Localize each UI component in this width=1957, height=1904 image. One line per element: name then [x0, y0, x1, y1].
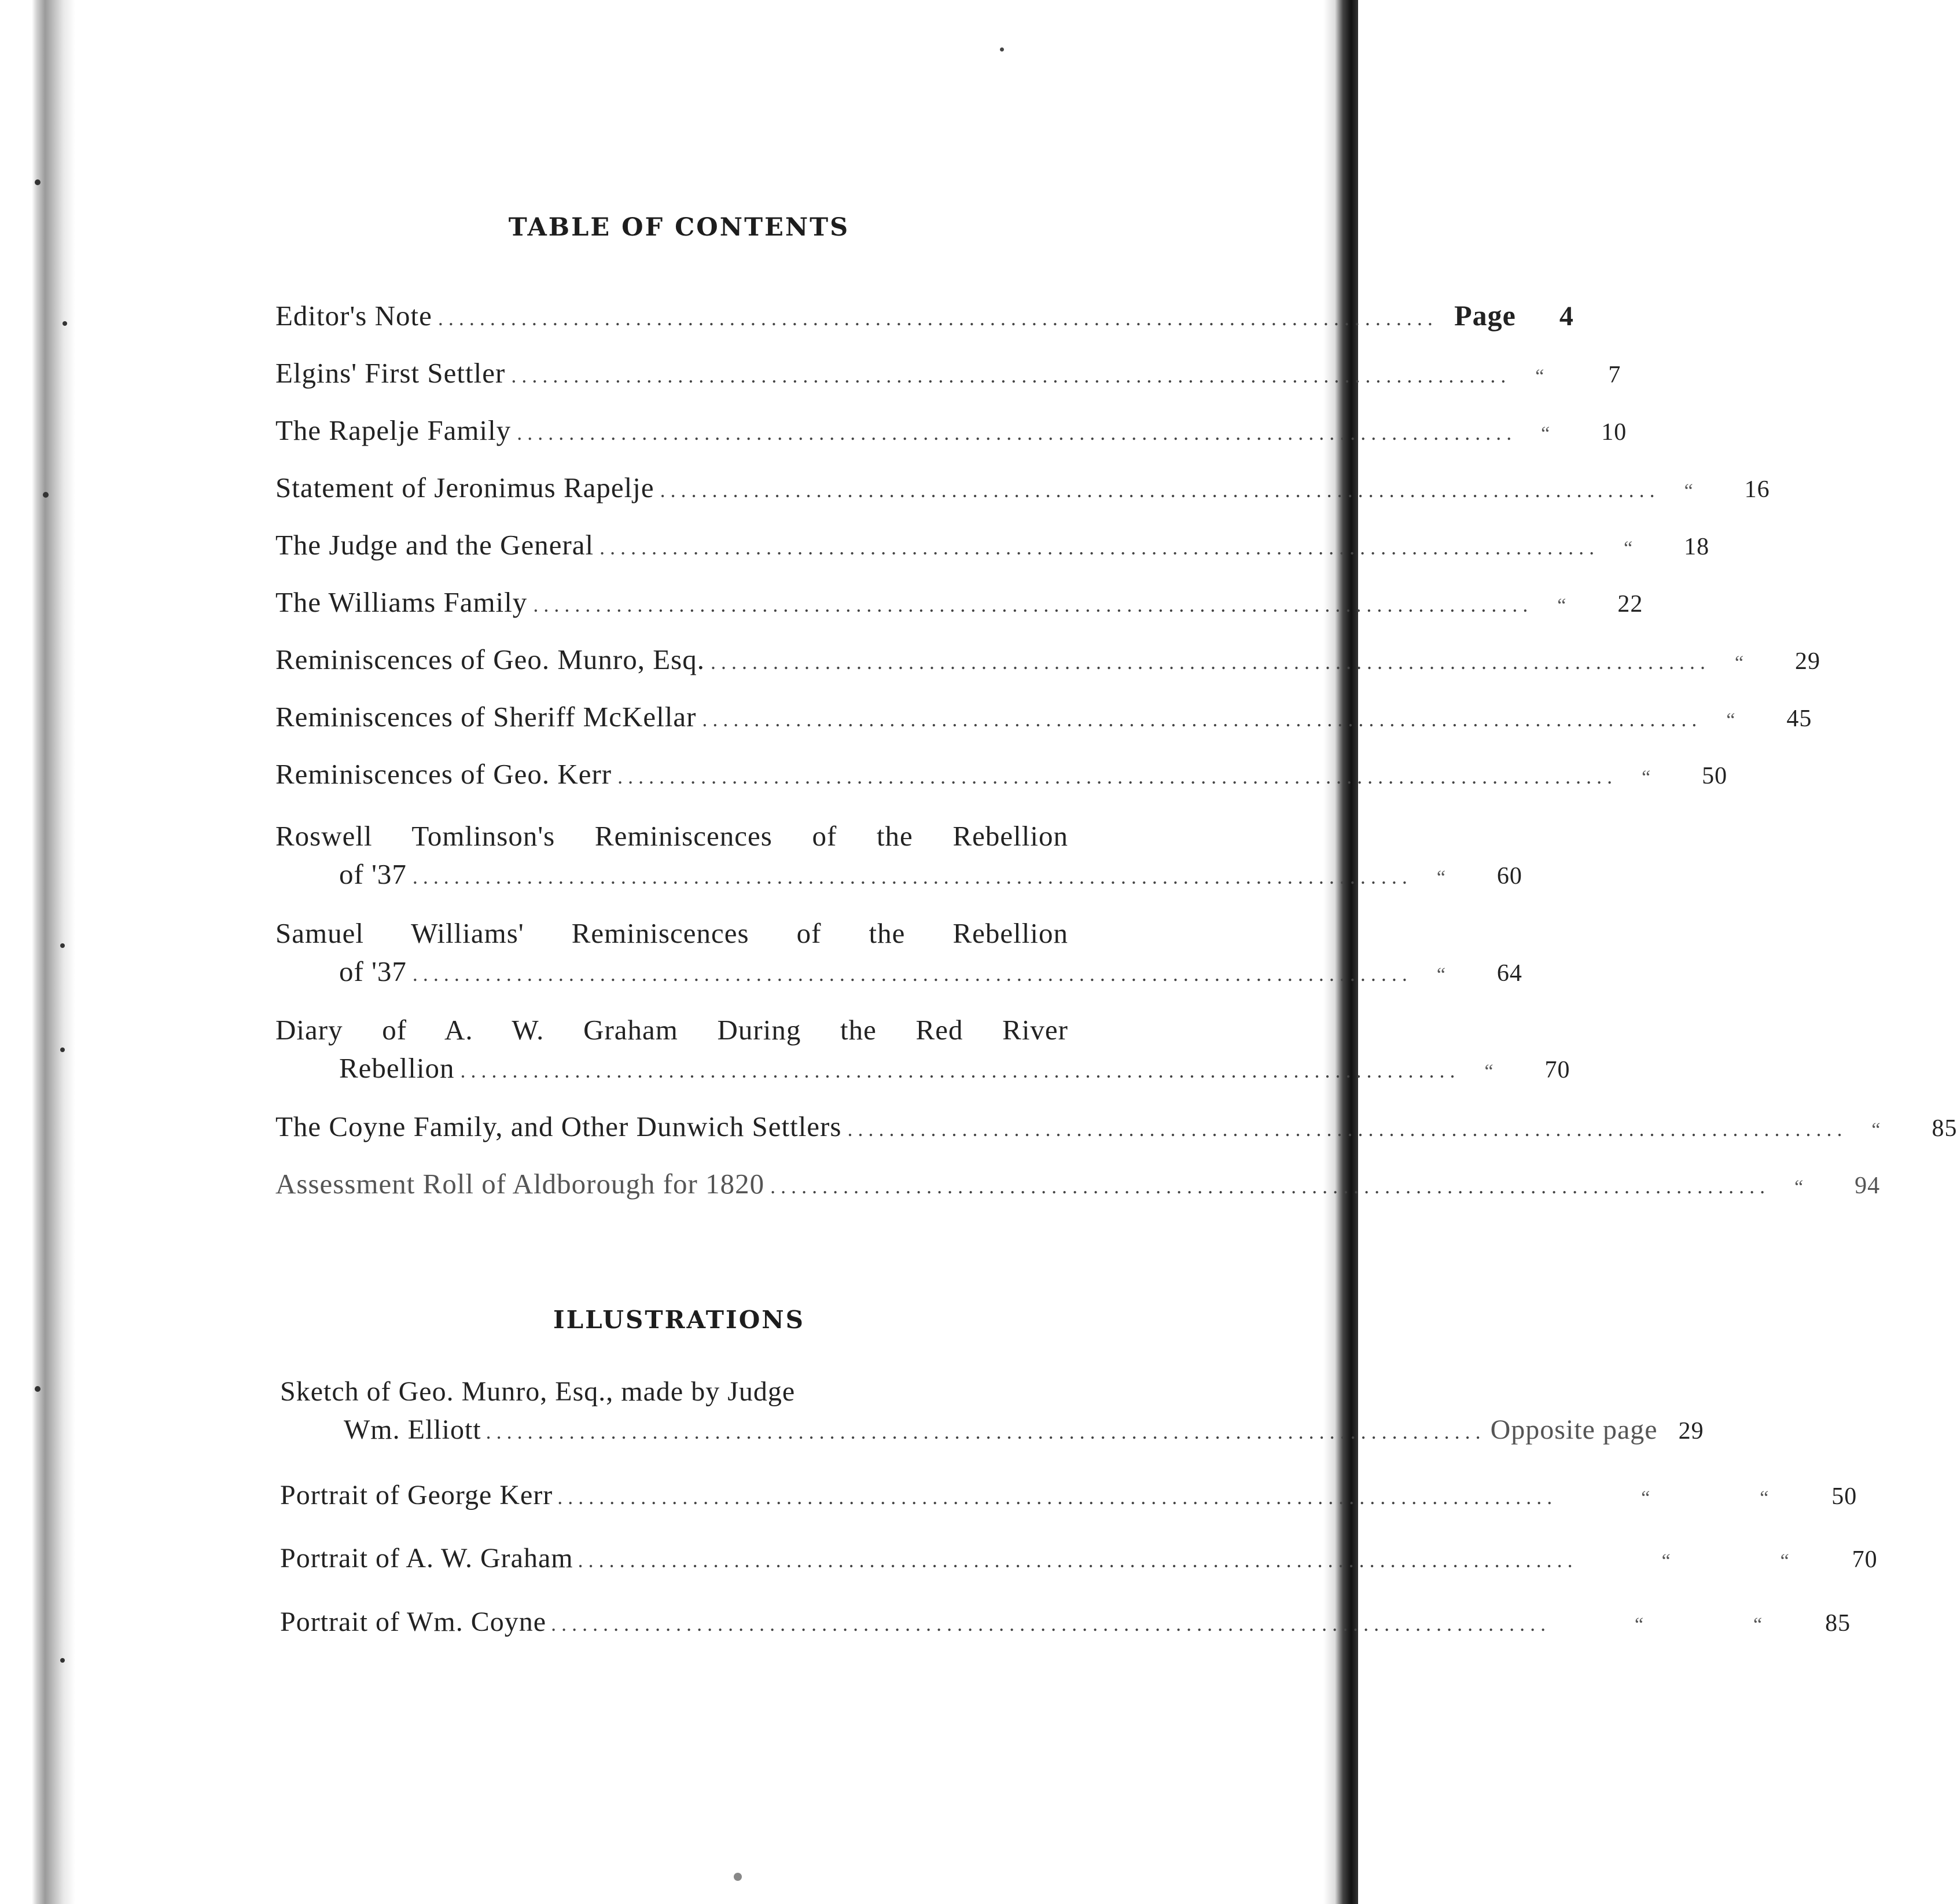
- entry-title-continued: of '37: [339, 955, 407, 987]
- page-number: 10: [1601, 419, 1627, 446]
- dot-leader: ................................................................................................: [702, 708, 1702, 731]
- illustration-entry: [280, 1603, 1851, 1641]
- entry-title-continued: Rebellion: [339, 1052, 455, 1084]
- page-number: 85: [1825, 1610, 1851, 1637]
- dot-leader: ................................................................................................: [437, 307, 1438, 330]
- binding-mark: [62, 321, 67, 326]
- page-number: 4: [1559, 301, 1574, 332]
- entry-title: The Rapelje Family: [275, 414, 512, 446]
- ditto-mark: “: [1484, 1061, 1494, 1082]
- illustration-title: Portrait of A. W. Graham: [280, 1543, 573, 1574]
- entry-title: The Judge and the General: [275, 529, 594, 561]
- page-number: 29: [1795, 648, 1820, 675]
- page-number: 94: [1855, 1172, 1881, 1199]
- illustrations-heading: ILLUSTRATIONS: [553, 1306, 805, 1334]
- page-number: 50: [1831, 1483, 1857, 1510]
- illustration-entry: [280, 1539, 1878, 1578]
- binding-mark: [35, 1386, 41, 1392]
- ditto-mark: “: [1642, 767, 1651, 788]
- dot-leader: ................................................................................................: [485, 1420, 1486, 1443]
- entry-title: Assessment Roll of Aldborough for 1820: [275, 1168, 765, 1200]
- dot-leader: ................................................................................................: [770, 1175, 1771, 1198]
- contents-entry: [275, 469, 1770, 507]
- contents-entry: [275, 641, 1820, 679]
- contents-entry: [275, 698, 1812, 736]
- entry-title: Editor's Note: [275, 300, 432, 332]
- page-number: 22: [1617, 591, 1643, 617]
- dot-leader: ................................................................................................: [533, 593, 1533, 616]
- dot-leader: ................................................................................................: [660, 479, 1660, 502]
- binding-mark: [60, 1047, 65, 1052]
- page-number: 18: [1684, 534, 1710, 560]
- contents-entry: [275, 817, 1522, 894]
- contents-entry: [275, 1165, 1881, 1203]
- ditto-mark: “: [1794, 1177, 1804, 1198]
- page-number: 29: [1678, 1418, 1704, 1444]
- ditto-mark: “: [1557, 595, 1567, 616]
- binding-mark: [43, 492, 49, 498]
- entry-title: Reminiscences of Sheriff McKellar: [275, 701, 697, 733]
- ditto-mark: “: [1684, 480, 1694, 502]
- illustration-title: Portrait of Wm. Coyne: [280, 1607, 547, 1637]
- ditto-mark: “: [1734, 652, 1745, 674]
- contents-entry: [275, 583, 1643, 622]
- page-number: 70: [1544, 1057, 1570, 1083]
- page-number: 60: [1496, 863, 1522, 889]
- page-number: 45: [1786, 705, 1812, 732]
- ditto-mark: “: [1760, 1487, 1770, 1509]
- ditto-mark: “: [1436, 964, 1446, 986]
- contents-entry: [275, 411, 1627, 450]
- page-number: 64: [1496, 960, 1522, 987]
- contents-entry: [275, 296, 1574, 335]
- entry-title: Reminiscences of Geo. Munro, Esq.: [275, 644, 705, 675]
- contents-entry: [275, 914, 1522, 991]
- illustration-title: Portrait of George Kerr: [280, 1480, 553, 1510]
- contents-entry: [275, 1108, 1957, 1146]
- dot-leader: ................................................................................................: [412, 962, 1412, 986]
- page-number: 7: [1608, 362, 1621, 388]
- entry-title: Roswell Tomlinson's Reminiscences of the Rebellion: [275, 820, 1068, 852]
- ditto-mark: “: [1535, 366, 1545, 387]
- dot-leader: ................................................................................................: [551, 1612, 1551, 1635]
- dot-leader: ................................................................................................: [847, 1118, 1848, 1141]
- page-number: 50: [1702, 763, 1728, 789]
- page-label: Page: [1454, 299, 1516, 332]
- binding-mark: [60, 1658, 65, 1663]
- dot-leader: ................................................................................................: [599, 536, 1600, 559]
- ditto-mark: “: [1871, 1119, 1881, 1141]
- dot-leader: ................................................................................................: [517, 421, 1517, 444]
- binding-mark: [60, 943, 65, 948]
- ditto-mark: “: [1635, 1614, 1645, 1635]
- illustration-entry: [280, 1373, 1704, 1449]
- entry-title: Statement of Jeronimus Rapelje: [275, 472, 654, 503]
- ditto-mark: “: [1661, 1550, 1671, 1572]
- contents-entry: [275, 755, 1728, 793]
- contents-entry: [275, 354, 1621, 392]
- page-number: 16: [1744, 476, 1770, 503]
- entry-title: Samuel Williams' Reminiscences of the Rebellion: [275, 917, 1068, 949]
- entry-title-continued: of '37: [339, 858, 407, 890]
- opposite-page-label: Opposite page: [1490, 1414, 1658, 1445]
- ditto-mark: “: [1641, 1487, 1651, 1509]
- entry-title: Reminiscences of Geo. Kerr: [275, 758, 612, 790]
- entry-title: Diary of A. W. Graham During the Red River: [275, 1014, 1068, 1046]
- ditto-mark: “: [1780, 1550, 1790, 1572]
- ditto-mark: “: [1624, 538, 1634, 559]
- dot-leader: ................................................................................................: [511, 364, 1511, 387]
- entry-title: Elgins' First Settler: [275, 357, 506, 389]
- dot-leader: ................................................................................................: [460, 1059, 1461, 1082]
- contents-entry: [275, 526, 1710, 564]
- dot-leader: ................................................................................................: [711, 650, 1710, 674]
- entry-title: The Coyne Family, and Other Dunwich Settlers: [275, 1111, 842, 1142]
- folio-mark: [734, 1873, 742, 1881]
- dot-leader: ................................................................................................: [577, 1549, 1578, 1572]
- speck: [1000, 47, 1004, 52]
- dot-leader: ................................................................................................: [617, 765, 1618, 788]
- page-binding-edge: [0, 0, 87, 1904]
- page-number: 85: [1932, 1115, 1957, 1142]
- ditto-mark: “: [1436, 867, 1446, 888]
- ditto-mark: “: [1726, 710, 1736, 731]
- entry-title: The Williams Family: [275, 586, 528, 618]
- illustration-title: Sketch of Geo. Munro, Esq., made by Judge: [280, 1376, 796, 1407]
- dot-leader: ................................................................................................: [412, 865, 1412, 888]
- illustration-entry: [280, 1476, 1857, 1515]
- ditto-mark: “: [1541, 423, 1551, 444]
- contents-heading: TABLE OF CONTENTS: [508, 213, 850, 242]
- contents-entry: [275, 1011, 1570, 1087]
- page-number: 70: [1852, 1546, 1878, 1573]
- ditto-mark: “: [1753, 1614, 1763, 1635]
- dot-leader: ................................................................................................: [557, 1486, 1558, 1509]
- binding-mark: [35, 179, 41, 185]
- illustration-title-continued: Wm. Elliott: [344, 1414, 481, 1445]
